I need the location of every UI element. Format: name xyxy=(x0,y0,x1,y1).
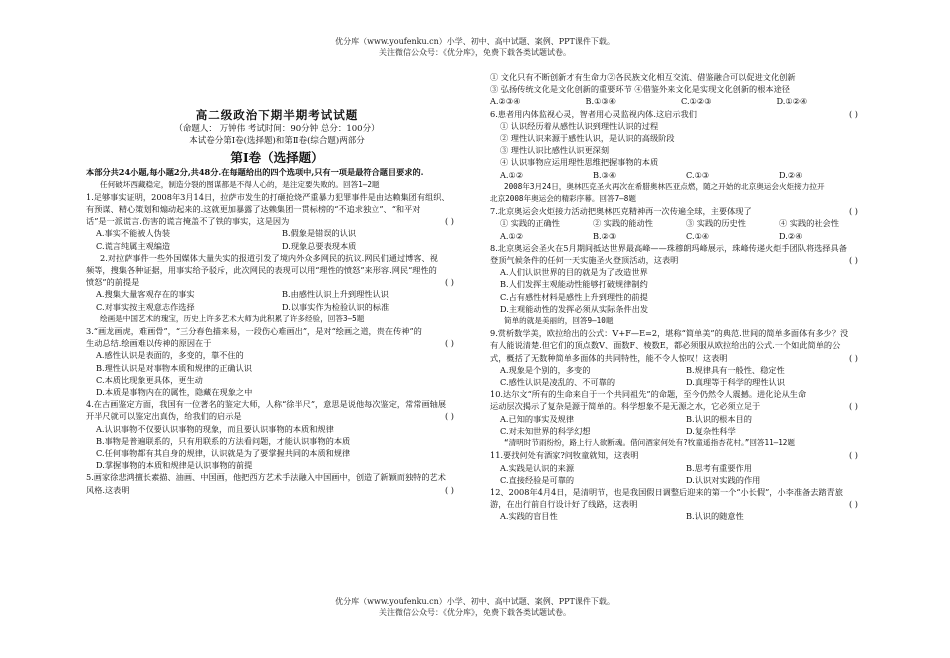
q12-option-a: A.实践的盲目性 xyxy=(500,511,558,522)
q8-option-a: A.人们认识世界的目的就是为了改造世界 xyxy=(500,267,648,278)
q2-option-b: B.由感性认识上升到理性认识 xyxy=(282,289,389,300)
q8-option-d: D.主观能动性的发挥必须从实际条件出发 xyxy=(500,303,649,314)
right-column xyxy=(490,71,872,523)
q6-option-a: A.①② xyxy=(500,169,524,180)
answer-blank: ( ) xyxy=(849,499,858,510)
q3-option-d: D.本质是事物内在的属性，隐藏在现象之中 xyxy=(96,387,253,398)
answer-blank: ( ) xyxy=(849,206,858,217)
q6-option-d: D.②④ xyxy=(779,169,803,180)
answer-blank: ( ) xyxy=(445,277,454,288)
answer-blank: ( ) xyxy=(849,450,858,461)
answer-blank: ( ) xyxy=(849,108,858,119)
lead-7-8-a: 2008年3月24日，奥林匹克圣火再次在希腊奥林匹亚点燃，随之开始的北京奥运会火炬接力拉开 xyxy=(504,181,825,191)
page-header xyxy=(0,36,950,58)
answer-blank: ( ) xyxy=(849,401,858,412)
q2-stem-b: 频等，搜集各种证据，用事实给予驳斥，此次网民的表现可以用“理性的愤怒”来形容.网民“理性的 xyxy=(86,265,437,276)
q6-statement-1: ① 认识经历着从感性认识到理性认识的过程 xyxy=(500,120,659,131)
q9-stem-b: 有人能说清楚.但它们的顶点数V、面数F、棱数E，都必须服从欧拉给出的公式.一个如此简单的公 xyxy=(490,340,841,351)
answer-blank: ( ) xyxy=(445,484,454,495)
q11-options-cd xyxy=(490,474,872,486)
answer-blank: ( ) xyxy=(445,338,454,349)
q6-statement-3: ③ 理性认识比感性认识更深刻 xyxy=(500,145,610,156)
q7-options xyxy=(490,230,872,242)
left-column xyxy=(86,107,468,496)
q8-stem-a: 8.北京奥运会圣火在5月期间抵达世界最高峰——珠穆朗玛峰展示，珠峰传递火炬手团队将选择具备 xyxy=(490,242,847,253)
q10-options-ab xyxy=(490,413,872,425)
q10-option-b: B.认识的根本目的 xyxy=(686,413,752,424)
q11-option-b: B.思考有重要作用 xyxy=(686,462,752,473)
lead-11-12: “清明时节雨纷纷，路上行人欲断魂。借问酒家何处有?牧童遥指杏花村。”回答11—12题 xyxy=(504,438,795,448)
answer-blank: ( ) xyxy=(445,411,454,422)
q7-option-d: D.②④ xyxy=(779,230,803,241)
q3-stem-b: 生动总结.绘画难以传神的原因在于 ( ) xyxy=(86,337,468,349)
q4-option-b: B.事物是普遍联系的，只有用联系的方法看问题，才能认识事物的本质 xyxy=(96,435,351,446)
q7-statement-4: ④ 实践的社会性 xyxy=(779,218,839,229)
q7-option-b: B.②③ xyxy=(593,230,617,241)
q6-option-c: C.①③ xyxy=(686,169,710,180)
q10-stem-b: 运动层次揭示了复杂是源于简单的。科学想象不是无源之水，它必须立足于 ( ) xyxy=(490,400,872,412)
footer-line-2: 关注微信公众号：《优分库》，免费下载各类试题试卷。 xyxy=(379,608,571,617)
q4-stem-a: 4.在古画鉴定方面，我国有一位著名的鉴定大师，人称“徐半尺”，意思是说他每次鉴定，常常画轴展 xyxy=(86,399,447,410)
q9-options-ab xyxy=(490,364,872,376)
q9-option-a: A.现象是个别的，多变的 xyxy=(500,364,591,375)
exam-note: 本试卷分第Ⅰ卷(选择题)和第Ⅱ卷(综合题)两部分 xyxy=(189,136,365,147)
q5-stem-a: 5.画家徐悲鸿擅长素描、油画、中国画，他把西方艺术手法融入中国画中，创造了新颖而独特的艺术 xyxy=(86,472,446,483)
q6-statement-4: ④ 认识事物应运用理性思维把握事物的本质 xyxy=(500,157,659,168)
q7-statement-3: ③ 实践的历史性 xyxy=(686,218,746,229)
q7-stem: 7.北京奥运会火炬接力活动把奥林匹克精神再一次传遍全球，主要体现了 ( ) xyxy=(490,205,872,217)
q5-option-c: C.①②③ xyxy=(681,96,712,107)
q3-option-c: C.本质比现象更具体，更生动 xyxy=(96,374,203,385)
q2-option-c: C.对事实按主观意志作选择 xyxy=(96,301,195,312)
q4-option-a: A.认识事物不仅要认识事物的现象，而且要认识事物的本质和规律 xyxy=(96,423,334,434)
q9-option-c: C.感性认识是凌乱的、不可靠的 xyxy=(500,377,616,388)
lead-9-10: 简单的就是美丽的，回答9—10题 xyxy=(504,316,614,326)
q11-option-a: A.实践是认识的来源 xyxy=(500,462,575,473)
q1-stem-c: 话”是一派谎言.伤害的谎言掩盖不了铁的事实，这是因为 ( ) xyxy=(86,215,468,227)
section-title: 第Ⅰ卷（选择题） xyxy=(230,150,324,166)
q12-stem-a: 12、2008年4月4日，是清明节，也是我国假日调整后迎来的第一个“小长假”，小李准备去踏青旅 xyxy=(490,486,843,497)
q6-option-b: B.③④ xyxy=(593,169,617,180)
exam-author: （命题人： 万钟伟 考试时间：90分钟 总分：100分） xyxy=(174,124,380,134)
q2-option-a: A.搜集大量客观存在的事实 xyxy=(96,289,195,300)
q5-option-b: B.①③④ xyxy=(585,96,617,107)
lead-3-5: 绘画是中国艺术的瑰宝，历史上许多艺术大师为此积累了许多经验，回答3—5题 xyxy=(100,313,365,323)
q11-stem: 11.要找何处有酒家?问牧童就知，这表明 ( ) xyxy=(490,449,872,461)
q7-option-c: C.①④ xyxy=(686,230,710,241)
q5-options xyxy=(490,95,872,107)
q7-statement-1: ① 实践的正确性 xyxy=(500,218,560,229)
q12-options-ab xyxy=(490,510,872,522)
q2-stem-c: 愤怒”的前提是 ( ) xyxy=(86,276,468,288)
exam-title: 高二级政治下期半期考试试题 xyxy=(195,108,359,122)
page-footer xyxy=(0,596,950,618)
q10-stem-a: 10.达尔文“所有的生命来自于一个共同祖先”的命题，至今仍然令人震撼。进化论从生命 xyxy=(490,389,807,400)
q5-option-a: A.②③④ xyxy=(490,96,521,107)
q5-option-d: D.①②④ xyxy=(776,96,808,107)
q8-stem-b: 登顶气候条件的任何一天实施圣火登顶活动，这表明 ( ) xyxy=(490,254,872,266)
q9-option-b: B.规律具有一般性、稳定性 xyxy=(686,364,785,375)
q9-option-d: D.真理等于科学的理性认识 xyxy=(686,377,785,388)
answer-blank: ( ) xyxy=(849,255,858,266)
q3-option-a: A.感性认识是表面的，多变的，靠不住的 xyxy=(96,350,244,361)
q7-statements xyxy=(490,217,872,229)
q10-option-a: A.已知的事实及规律 xyxy=(500,413,575,424)
lead-1-2: 任何破坏西藏稳定，制造分裂的图谋都是不得人心的，是注定要失败的。回答1—2题 xyxy=(100,179,380,189)
q10-option-d: D.复杂性科学 xyxy=(686,425,736,436)
answer-blank: ( ) xyxy=(849,352,858,363)
q4-option-d: D.掌握事物的本质和规律是认识事物的前提 xyxy=(96,460,253,471)
q3-stem-a: 3.“画龙画虎，难画骨”，“三分春色描来易，一段伤心难画出”，是对“绘画之道，贵在传神”的 xyxy=(86,326,422,337)
q1-options-ab xyxy=(86,227,468,239)
q2-option-d: D.以事实作为检验认识的标准 xyxy=(282,301,390,312)
q10-option-c: C.对未知世界的科学幻想 xyxy=(500,425,591,436)
q8-option-c: C.占有感性材料是感性上升到理性的前提 xyxy=(500,291,648,302)
footer-line-1: 优分库（www.youfenku.cn）小学、初中、高中试题、案例、PPT课件下载。 xyxy=(335,597,615,606)
q7-option-a: A.①② xyxy=(500,230,524,241)
q5-statement-1: ① 文化只有不断创新才有生命力②各民族文化相互交流、借鉴融合可以促进文化创新 xyxy=(490,72,796,82)
q8-option-b: B.人们发挥主观能动性能够打破规律制约 xyxy=(500,279,648,290)
q1-options-cd xyxy=(86,240,468,252)
q3-option-b: B.理性认识是对事物本质和规律的正确认识 xyxy=(96,362,252,373)
q9-stem-a: 9.赏析数学美，欧拉给出的公式：V+F—E=2，堪称“简单美”的典范.世间的简单多面体有多少？没 xyxy=(490,328,849,339)
header-line-1: 优分库（www.youfenku.cn）小学、初中、高中试题、案例、PPT课件下载。 xyxy=(335,37,615,46)
q9-options-cd xyxy=(490,376,872,388)
section-intro: 本部分共24小题,每小题2分,共48分.在每题给出的四个选项中,只有一项是最符合题目要求的. xyxy=(86,167,424,178)
q1-option-d: D.现象总要表现本质 xyxy=(282,240,357,251)
q2-options-ab xyxy=(86,288,468,300)
q6-options xyxy=(490,169,872,181)
q2-options-cd xyxy=(86,301,468,313)
q7-statement-2: ② 实践的能动性 xyxy=(593,218,653,229)
q11-option-c: C.直接经验是可靠的 xyxy=(500,474,575,485)
q6-statement-2: ② 理性认识来源于感性认识，是认识的高级阶段 xyxy=(500,133,675,144)
lead-7-8-b: 北京2008年奥运会的精彩序幕。回答7—8题 xyxy=(490,194,636,204)
q11-options-ab xyxy=(490,462,872,474)
q2-stem-a: 2.对拉萨事件一些外国媒体大量失实的报道引发了境内外众多网民的抗议.网民们通过博客、视 xyxy=(100,252,438,263)
q6-stem: 6.患者用内体监视心灵，智者用心灵监视内体.这启示我们 ( ) xyxy=(490,108,872,120)
q5-stem-b: 风格.这表明 ( ) xyxy=(86,484,468,496)
header-line-2: 关注微信公众号：《优分库》，免费下载各类试题试卷。 xyxy=(379,48,571,57)
q12-stem-b: 游，在出行前自行设计好了线路，这表明 ( ) xyxy=(490,498,872,510)
q4-stem-b: 开半尺就可以鉴定出真伪，给我们的启示是 ( ) xyxy=(86,410,468,422)
q12-option-b: B.认识的随意性 xyxy=(686,511,744,522)
q1-option-c: C.谎言纯属主观编造 xyxy=(96,240,171,251)
q1-stem-b: 有预谋、精心策划和煽动起来的.这就更加暴露了达赖集团一贯标榜的“不追求独立”、“和平对 xyxy=(86,204,421,215)
q10-options-cd xyxy=(490,425,872,437)
q11-option-d: D.认识对实践的作用 xyxy=(686,474,761,485)
q9-stem-c: 式，概括了无数种简单多面体的共同特性，能不令人惊叹！这表明 ( ) xyxy=(490,352,872,364)
q1-option-a: A.事实不能被人伪装 xyxy=(96,228,171,239)
answer-blank: ( ) xyxy=(445,216,454,227)
q1-option-b: B.假象是错误的认识 xyxy=(282,228,357,239)
q5-statement-2: ③ 弘扬传统文化是文化创新的重要环节 ④借鉴外来文化是实现文化创新的根本途径 xyxy=(490,84,790,95)
q4-option-c: C.任何事物都有其自身的规律，认识就是为了要掌握共同的本质和规律 xyxy=(96,448,351,459)
q1-stem-a: 1.足够事实证明，2008年3月14日，拉萨市发生的打砸抢烧严重暴力犯罪事件是由达赖集团有组织、 xyxy=(86,191,450,202)
